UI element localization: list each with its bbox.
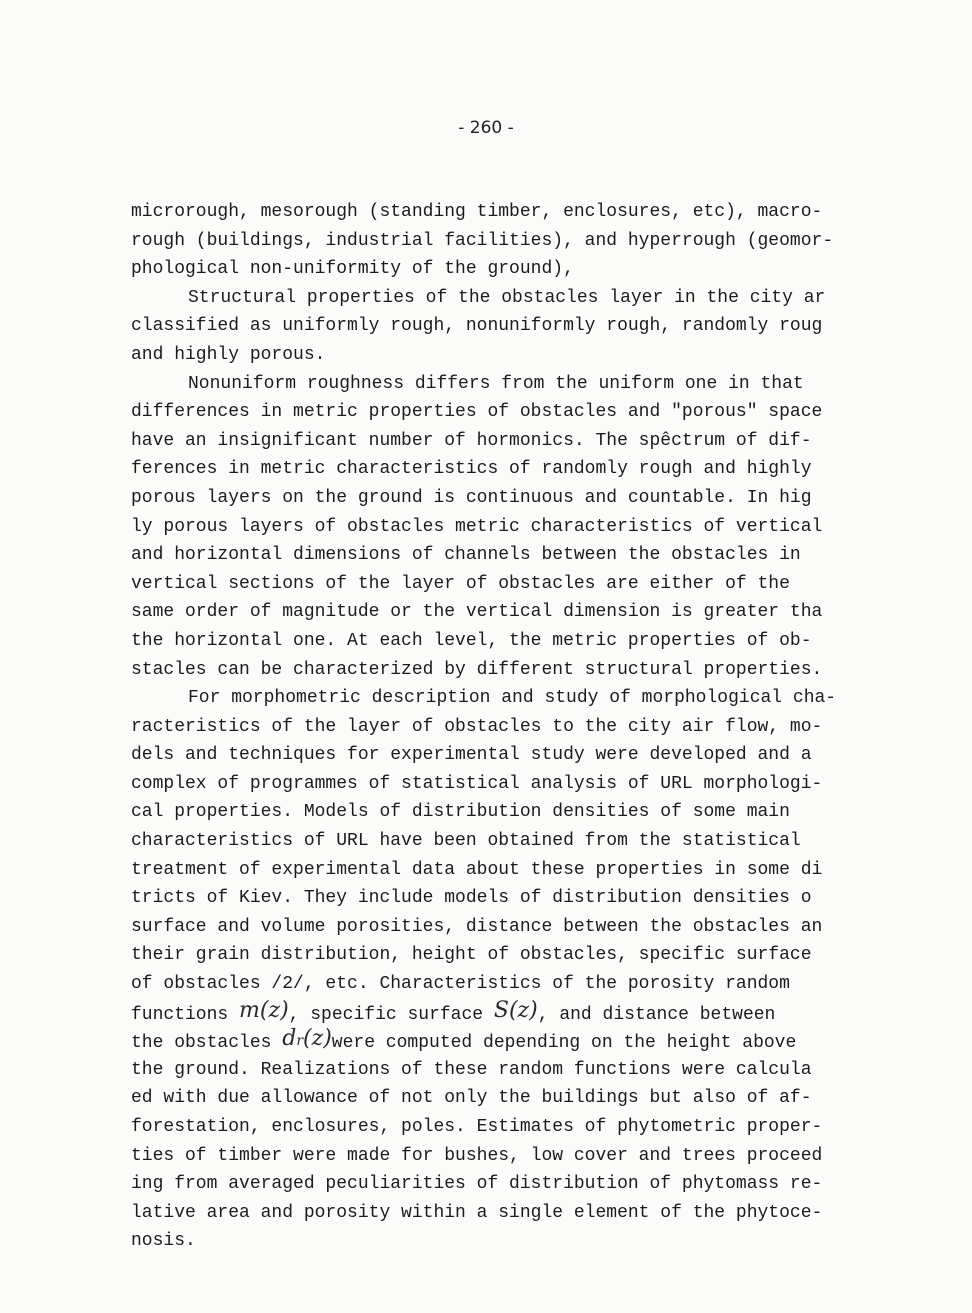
text-line: lative area and porosity within a single element of the phytoce- — [131, 1202, 823, 1223]
handwritten-formula-m: m(z) — [239, 998, 289, 1023]
text-line: same order of magnitude or the vertical dimension is greater tha — [131, 602, 823, 623]
text-line: characteristics of URL have been obtained from the statistical — [131, 831, 801, 852]
text-line: racteristics of the layer of obstacles to the city air flow, mo- — [131, 716, 823, 737]
formula-subscript: r — [296, 1033, 304, 1050]
text-line: the ground. Realizations of these random functions were calcula — [131, 1059, 812, 1080]
text-line: complex of programmes of statistical analysis of URL morphologi- — [131, 773, 823, 794]
text-line: ties of timber were made for bushes, low cover and trees proceed — [131, 1145, 823, 1166]
text-line: and highly porous. — [131, 344, 326, 365]
handwritten-formula-d — [282, 1027, 332, 1056]
text-line-with-formula — [131, 1027, 876, 1056]
text-line: ed with due allowance of not only the buildings but also of af- — [131, 1088, 812, 1109]
paragraph-start-line: Nonuniform roughness differs from the uniform one in that — [188, 373, 804, 394]
text-line: microrough, mesorough (standing timber, enclosures, etc), macro- — [131, 202, 823, 222]
text-line: cal properties. Models of distribution densities of some main — [131, 802, 790, 823]
text-line: porous layers on the ground is continuous and countable. In hig — [131, 487, 812, 508]
paragraph-start-line: Structural properties of the obstacles layer in the city ar — [188, 287, 826, 308]
text-line: classified as uniformly rough, nonuniformly rough, randomly roug — [131, 316, 823, 337]
text-line: phological non-uniformity of the ground), — [131, 259, 574, 280]
text-line: have an insignificant number of hormonics. The spêctrum of dif- — [131, 430, 812, 451]
text-line: treatment of experimental data about these properties in some di — [131, 859, 823, 880]
text-segment: , and distance between — [537, 1004, 776, 1025]
text-line: stacles can be characterized by different structural properties. — [131, 659, 823, 680]
paragraph-start-line: For morphometric description and study of morphological cha- — [188, 688, 837, 709]
text-line: of obstacles /2/, etc. Characteristics of the porosity random — [131, 974, 790, 995]
text-line: their grain distribution, height of obstacles, specific surface — [131, 945, 812, 966]
text-line: nosis. — [131, 1231, 196, 1252]
text-segment: were computed depending on the height above — [331, 1033, 797, 1054]
text-line: ly porous layers of obstacles metric characteristics of vertical — [131, 516, 823, 537]
page-number: - 260 - — [458, 118, 514, 138]
text-line: tricts of Kiev. They include models of distribution densities o — [131, 888, 812, 909]
text-segment: the obstacles — [131, 1033, 283, 1054]
formula-argument: (z) — [303, 1027, 332, 1052]
text-line: the horizontal one. At each level, the metric properties of ob- — [131, 630, 812, 651]
text-segment: , specific surface — [288, 1004, 494, 1025]
handwritten-formula-s: S(z) — [493, 998, 538, 1023]
text-line: forestation, enclosures, poles. Estimates of phytometric proper- — [131, 1117, 823, 1137]
text-line: surface and volume porosities, distance between the obstacles an — [131, 916, 823, 937]
text-line-with-formulas — [131, 999, 876, 1028]
text-line: ing from averaged peculiarities of distribution of phytomass re- — [131, 1174, 823, 1195]
text-line: and horizontal dimensions of channels between the obstacles in — [131, 545, 801, 566]
body-text — [131, 198, 876, 1256]
text-line: ferences in metric characteristics of randomly rough and highly — [131, 459, 812, 480]
formula-symbol: d — [282, 1027, 297, 1052]
text-segment: functions — [131, 1004, 240, 1025]
text-line: rough (buildings, industrial facilities), and hyperrough (geomor- — [131, 230, 834, 251]
text-line: differences in metric properties of obstacles and "porous" space — [131, 402, 823, 423]
text-line: dels and techniques for experimental study were developed and a — [131, 745, 812, 766]
text-line: vertical sections of the layer of obstacles are either of the — [131, 573, 790, 594]
